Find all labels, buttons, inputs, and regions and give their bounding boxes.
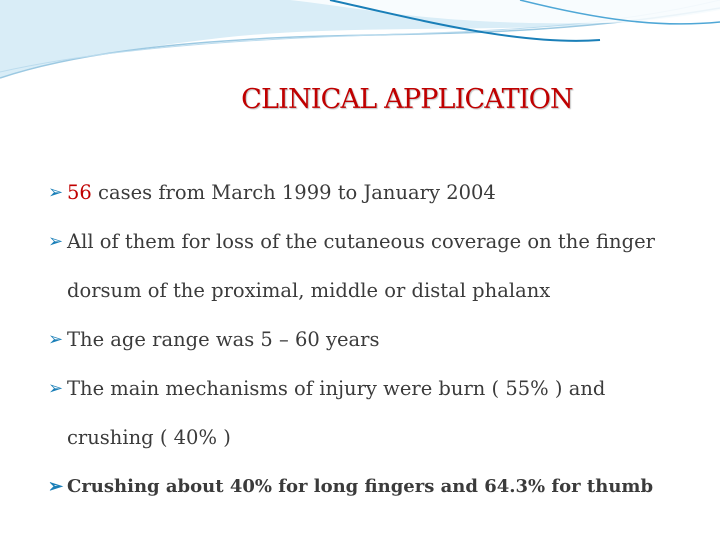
case-count: 56 — [67, 181, 92, 204]
bullet-text-line: crushing ( 40% ) — [67, 426, 231, 449]
bullet-text: cases from March 1999 to January 2004 — [91, 181, 496, 204]
bullet-text: Crushing about 40% for long fingers and 64.3% for thumb — [67, 476, 654, 497]
arrow-bullet-icon: ➢ — [48, 231, 64, 252]
bullet-item — [48, 217, 708, 315]
slide-title: CLINICAL APPLICATION — [241, 84, 573, 115]
bullet-item — [48, 315, 708, 364]
arrow-bullet-icon: ➢ — [48, 476, 64, 497]
bullet-item — [48, 364, 708, 462]
bullet-text: The age range was 5 – 60 years — [67, 328, 380, 351]
bullet-item — [48, 168, 708, 217]
bullet-list — [48, 168, 708, 511]
arrow-bullet-icon: ➢ — [48, 378, 64, 399]
bullet-text-line: The main mechanisms of injury were burn ( 55% ) and — [67, 377, 606, 400]
arrow-bullet-icon: ➢ — [48, 329, 64, 350]
bullet-text-line: All of them for loss of the cutaneous coverage on the finger — [67, 230, 655, 253]
bullet-text-line: dorsum of the proximal, middle or distal phalanx — [67, 279, 551, 302]
bullet-item — [48, 462, 708, 511]
arrow-bullet-icon: ➢ — [48, 182, 64, 203]
